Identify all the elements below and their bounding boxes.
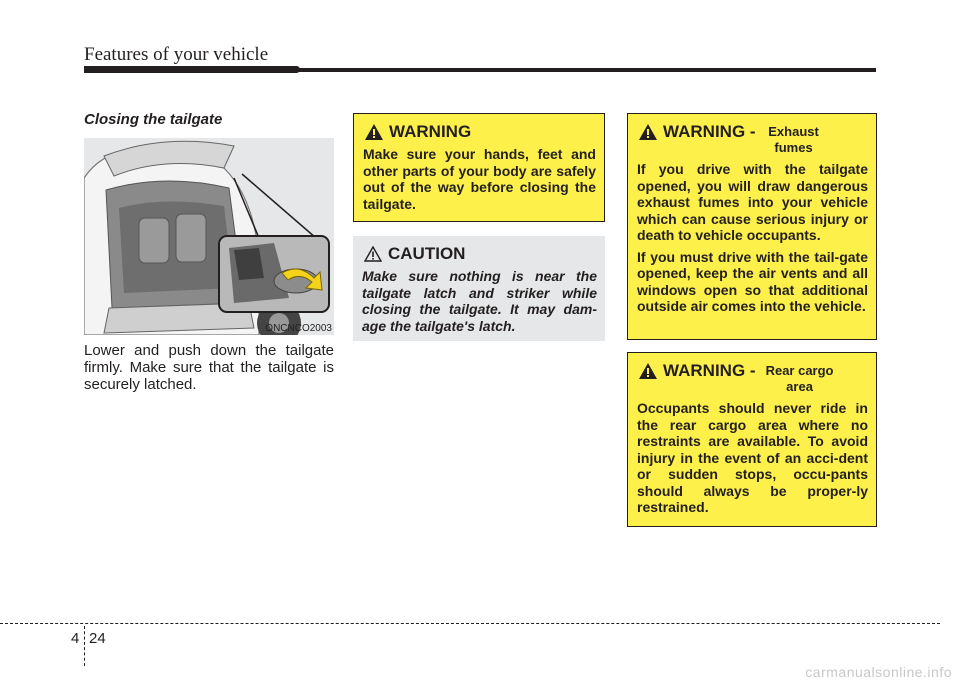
figure-caption: ONCNCO2003 bbox=[265, 323, 332, 334]
footer-divider bbox=[84, 626, 85, 666]
page-header-title: Features of your vehicle bbox=[84, 44, 269, 65]
section-title: Closing the tailgate bbox=[84, 111, 223, 128]
section-body-text: Lower and push down the tailgate firmly. Make sure that the tailgate is securely latched. bbox=[84, 342, 334, 393]
warning-text: Occupants should never ride in the rear cargo area where no restraints are available. To avoid injury in the event of an acci-dent or sudden stops, occu-pants should always be proper-ly restrained. bbox=[637, 400, 868, 515]
warning-subject: Rear cargo area bbox=[765, 363, 834, 394]
header-rule-tab bbox=[84, 66, 300, 73]
tailgate-figure bbox=[84, 138, 334, 335]
chapter-number: 4 bbox=[71, 630, 80, 647]
warning-box-exhaust bbox=[627, 113, 877, 340]
caution-text: Make sure nothing is near the tailgate latch and striker while closing the tailgate. It may dam-age the tailgate's latch. bbox=[362, 268, 597, 334]
warning-label: WARNING bbox=[389, 122, 472, 141]
caution-triangle-icon bbox=[364, 246, 382, 262]
tailgate-illustration bbox=[84, 138, 334, 335]
warning-text-1: If you drive with the tailgate opened, you will draw dangerous exhaust fumes into your vehicle which can cause serious injury or death to vehicle occupants. bbox=[637, 161, 868, 243]
warning-triangle-icon bbox=[365, 124, 383, 140]
warning-text: Make sure your hands, feet and other parts of your body are safely out of the way before closing the tailgate. bbox=[363, 146, 596, 212]
caution-label: CAUTION bbox=[388, 244, 466, 263]
page-number: 24 bbox=[89, 630, 106, 647]
warning-triangle-icon bbox=[639, 363, 657, 379]
warning-box-hands bbox=[353, 113, 605, 222]
warning-label: WARNING - bbox=[663, 122, 756, 141]
warning-text-2: If you must drive with the tail-gate opened, keep the air vents and all windows open so that additional outside air comes into the vehicle. bbox=[637, 248, 868, 314]
warning-subject: Exhaust fumes bbox=[768, 124, 819, 155]
watermark: carmanualsonline.info bbox=[805, 664, 952, 680]
warning-label: WARNING - bbox=[663, 361, 756, 380]
footer-rule bbox=[0, 623, 940, 624]
warning-box-cargo bbox=[627, 352, 877, 527]
caution-box-latch bbox=[353, 236, 605, 341]
warning-triangle-icon bbox=[639, 124, 657, 140]
